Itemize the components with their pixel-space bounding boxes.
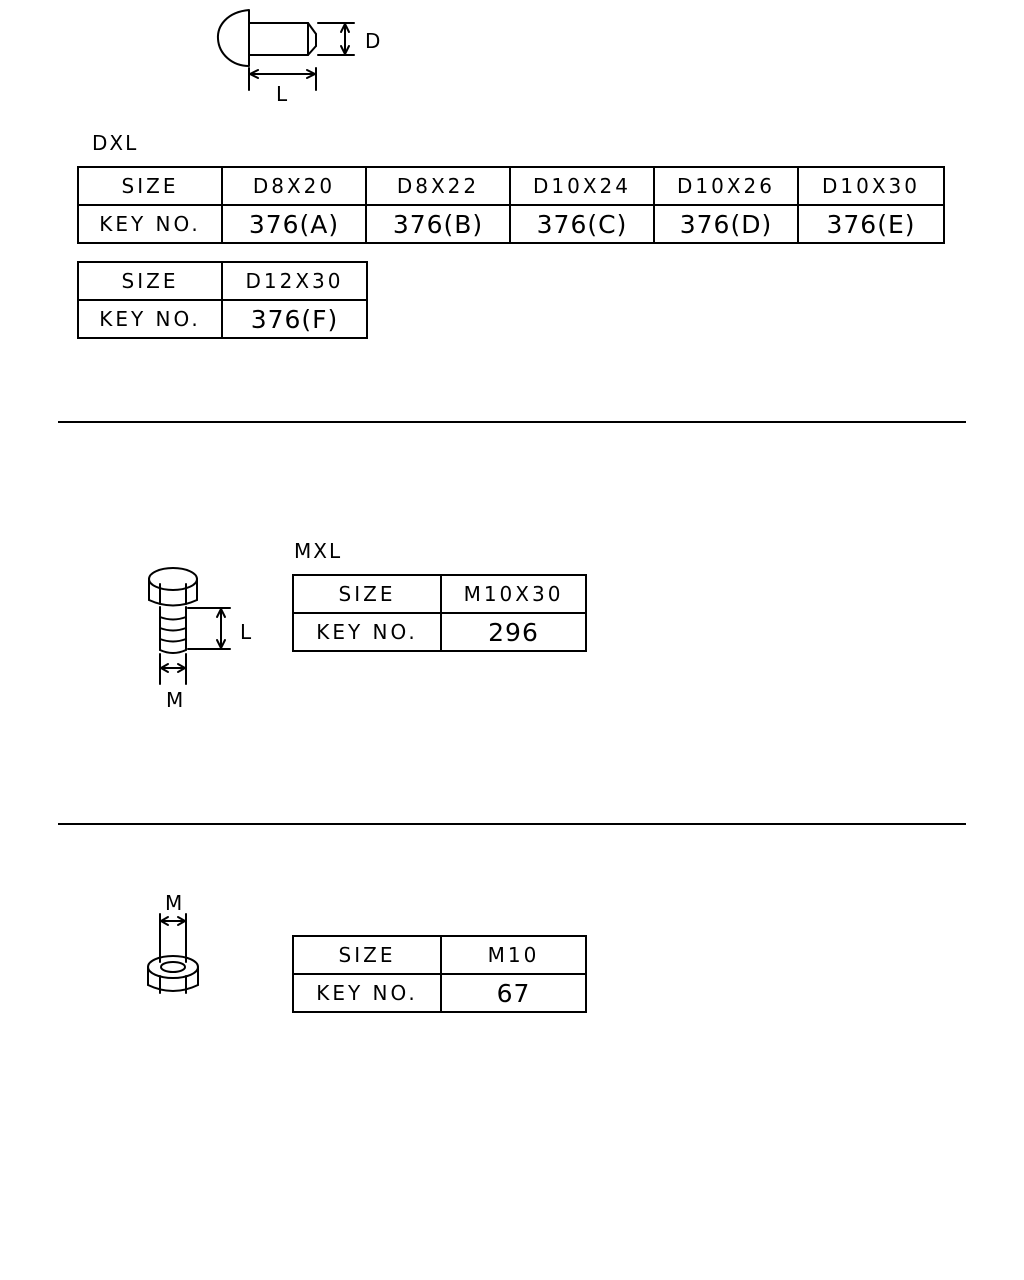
- bolt-table-caption: MXL: [294, 539, 343, 563]
- key-no-cell: 376(D): [654, 205, 798, 243]
- pin-size-table: [77, 166, 945, 244]
- table-row: [293, 936, 586, 974]
- key-no-cell: 376(F): [222, 300, 367, 338]
- pin-dimension-l-label: L: [276, 82, 290, 106]
- key-no-cell: 67: [441, 974, 586, 1012]
- size-header-cell: SIZE: [293, 936, 441, 974]
- size-cell: M10: [441, 936, 586, 974]
- size-cell: D12X30: [222, 262, 367, 300]
- key-no-header-cell: KEY NO.: [293, 613, 441, 651]
- pin-dimension-lines: [249, 23, 354, 90]
- key-no-cell: 376(A): [222, 205, 366, 243]
- section-divider: [58, 421, 966, 423]
- pin-dimension-d-label: D: [365, 29, 383, 53]
- section-divider: [58, 823, 966, 825]
- key-no-header-cell: KEY NO.: [78, 205, 222, 243]
- table-row: [293, 974, 586, 1012]
- size-header-cell: SIZE: [293, 575, 441, 613]
- size-header-cell: SIZE: [78, 167, 222, 205]
- bolt-size-table: [292, 574, 587, 652]
- table-row: [78, 262, 367, 300]
- size-cell: M10X30: [441, 575, 586, 613]
- key-no-header-cell: KEY NO.: [293, 974, 441, 1012]
- table-row: [78, 167, 944, 205]
- key-no-cell: 376(C): [510, 205, 654, 243]
- size-cell: D8X22: [366, 167, 510, 205]
- key-no-cell: 376(B): [366, 205, 510, 243]
- key-no-header-cell: KEY NO.: [78, 300, 222, 338]
- pin-size-table-2: [77, 261, 368, 339]
- key-no-cell: 376(E): [798, 205, 944, 243]
- nut-dimension-lines: [160, 914, 186, 962]
- bolt-icon: [149, 568, 197, 653]
- pin-icon: [218, 10, 316, 66]
- pin-table-caption: DXL: [92, 131, 139, 155]
- size-cell: D10X26: [654, 167, 798, 205]
- nut-icon: [148, 956, 198, 993]
- table-row: [78, 300, 367, 338]
- bolt-dimension-m-label: M: [166, 688, 186, 712]
- size-cell: D10X30: [798, 167, 944, 205]
- size-cell: D10X24: [510, 167, 654, 205]
- table-row: [293, 575, 586, 613]
- table-row: [293, 613, 586, 651]
- bolt-dimension-l-label: L: [240, 620, 254, 644]
- key-no-cell: 296: [441, 613, 586, 651]
- size-header-cell: SIZE: [78, 262, 222, 300]
- nut-dimension-m-label: M: [165, 891, 185, 915]
- size-cell: D8X20: [222, 167, 366, 205]
- table-row: [78, 205, 944, 243]
- nut-size-table: [292, 935, 587, 1013]
